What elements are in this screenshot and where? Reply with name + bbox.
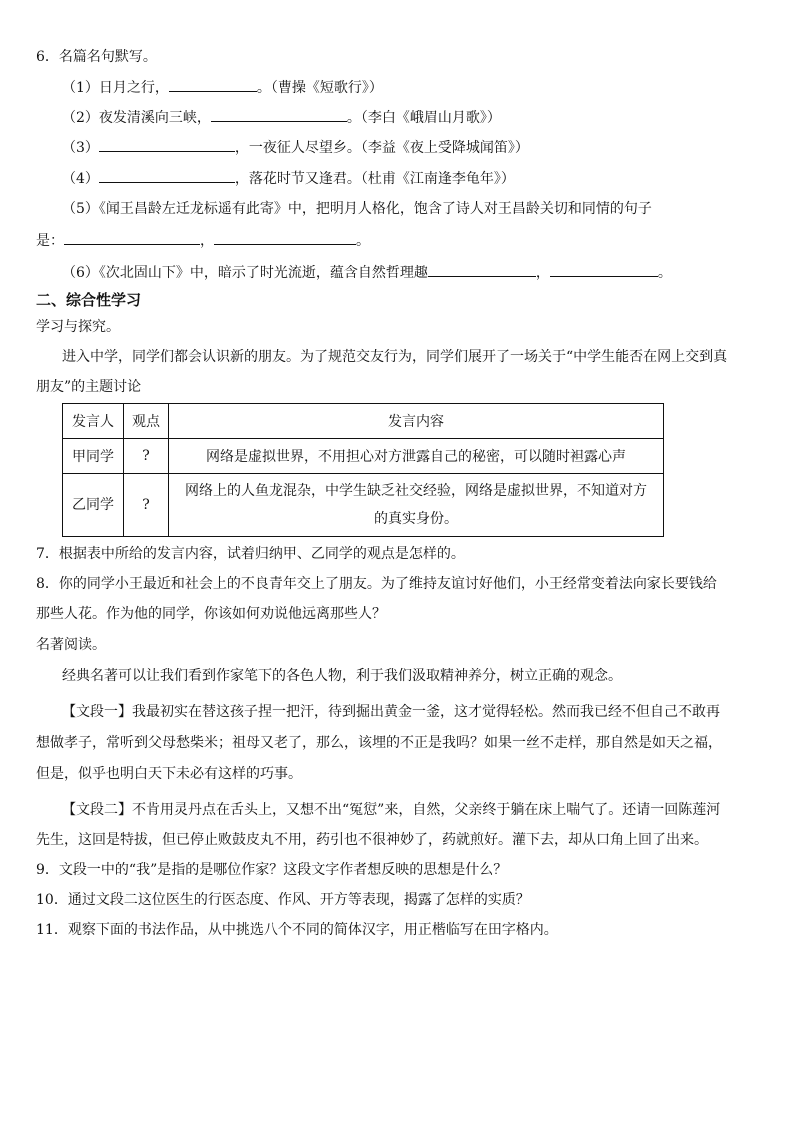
q10: 10．通过文段二这位医生的行医态度、作风、开方等表现，揭露了怎样的实质？ (36, 892, 530, 908)
q11: 11．观察下面的书法作品，从中挑选八个不同的简体汉字，用正楷临写在田字格内。 (36, 922, 558, 938)
table-cell-content (169, 474, 664, 537)
answer-blank[interactable] (99, 168, 235, 183)
q6-item-1-prefix: （1）日月之行， (62, 80, 169, 96)
q6-item-6 (62, 262, 672, 283)
answer-blank[interactable] (99, 137, 235, 152)
q6-item-5-end: 。 (356, 233, 370, 249)
answer-blank[interactable] (428, 262, 536, 277)
q6-item-6-prefix: （6）《次北固山下》中，暗示了时光流逝，蕴含自然哲理趣 (62, 265, 428, 281)
q6-item-5-line2 (36, 230, 370, 251)
passage-1-line: 【文段一】我最初实在替这孩子捏一把汗，待到掘出黄金一釜，这才觉得轻松。然而我已经不但自己不敢再 (62, 704, 720, 720)
intro-line-1: 进入中学，同学们都会认识新的朋友。为了规范交友行为，同学们展开了一场关于“中学生能否在网上交到真 (62, 349, 728, 365)
answer-blank[interactable] (211, 107, 347, 122)
table-cell-view: ? (124, 439, 169, 474)
reading-intro: 经典名著可以让我们看到作家笔下的各色人物，利于我们汲取精神养分，树立正确的观念。 (62, 668, 622, 684)
table-cell-content-line: 的真实身份。 (374, 511, 458, 527)
table-cell-speaker: 乙同学 (63, 474, 124, 537)
intro-line-2: 朋友”的主题讨论 (36, 379, 142, 395)
section-heading: 二、综合性学习 (36, 291, 142, 309)
q6-item-4 (62, 168, 515, 189)
passage-1-line: 想做孝子，常听到父母愁柴米；祖母又老了，那么，该埋的不正是我吗？如果一丝不走样，那自然是如天之福， (36, 735, 722, 751)
q6-title: 6．名篇名句默写。 (36, 49, 157, 65)
q6-item-3-prefix: （3） (62, 140, 99, 156)
q6-item-6-end: 。 (657, 265, 672, 281)
q6-item-2-prefix: （2）夜发清溪向三峡， (62, 110, 211, 126)
passage-1-line: 但是，似乎也明白天下未必有这样的巧事。 (36, 766, 302, 782)
q6-item-3-suffix: ，一夜征人尽望乡。（李益《夜上受降城闻笛》） (234, 140, 529, 156)
q6-item-3 (62, 137, 529, 158)
passage-2-line: 先生，这回是特拔，但已停止败鼓皮丸不用，药引也不很神妙了，药就煎好。灌下去，却从口角上回了出来。 (36, 832, 708, 848)
q8-line-1: 8．你的同学小王最近和社会上的不良青年交上了朋友。为了维持友谊讨好他们，小王经常变着法向家长要钱给 (36, 576, 717, 592)
q6-item-4-prefix: （4） (62, 171, 99, 187)
q6-item-4-suffix: ，落花时节又逢君。（杜甫《江南逢李龟年》） (234, 171, 515, 187)
q9: 9．文段一中的“我”是指的是哪位作家？这段文字作者想反映的思想是什么？ (36, 862, 508, 878)
table-header-view: 观点 (124, 404, 169, 439)
reading-title: 名著阅读。 (36, 637, 106, 653)
q6-item-5-line1: （5）《闻王昌龄左迁龙标遥有此寄》中，把明月人格化，饱含了诗人对王昌龄关切和同情的句子 (62, 201, 652, 217)
passage-2-line: 【文段二】不肯用灵丹点在舌头上，又想不出“冤愆”来，自然，父亲终于躺在床上喘气了。还请一回陈莲河 (62, 802, 721, 818)
answer-blank[interactable] (169, 77, 257, 92)
discussion-table (62, 403, 664, 537)
table-row (63, 439, 664, 474)
q6-item-6-sep: ， (535, 265, 550, 281)
table-cell-content-line: 网络上的人鱼龙混杂，中学生缺乏社交经验，网络是虚拟世界，不知道对方 (185, 483, 647, 499)
q6-item-5-prefix: 是： (36, 233, 64, 249)
q6-item-1 (62, 77, 383, 98)
q8-line-2: 那些人花。作为他的同学，你该如何劝说他远离那些人？ (36, 606, 386, 622)
table-cell-speaker: 甲同学 (63, 439, 124, 474)
q6-item-1-suffix: 。（曹操《短歌行》） (256, 80, 383, 96)
answer-blank[interactable] (550, 262, 658, 277)
q7: 7．根据表中所给的发言内容，试着归纳甲、乙同学的观点是怎样的。 (36, 546, 465, 562)
q6-item-2 (62, 107, 501, 128)
table-header-speaker: 发言人 (63, 404, 124, 439)
section-subtitle: 学习与探究。 (36, 319, 120, 335)
q6-item-5-sep: ， (200, 233, 214, 249)
table-cell-content: 网络是虚拟世界，不用担心对方泄露自己的秘密，可以随时袒露心声 (169, 439, 664, 474)
table-row (63, 474, 664, 537)
table-cell-view: ? (124, 474, 169, 537)
table-header-row (63, 404, 664, 439)
table-header-content: 发言内容 (169, 404, 664, 439)
q6-item-2-suffix: 。（李白《峨眉山月歌》） (346, 110, 501, 126)
answer-blank[interactable] (64, 230, 200, 245)
answer-blank[interactable] (214, 230, 356, 245)
